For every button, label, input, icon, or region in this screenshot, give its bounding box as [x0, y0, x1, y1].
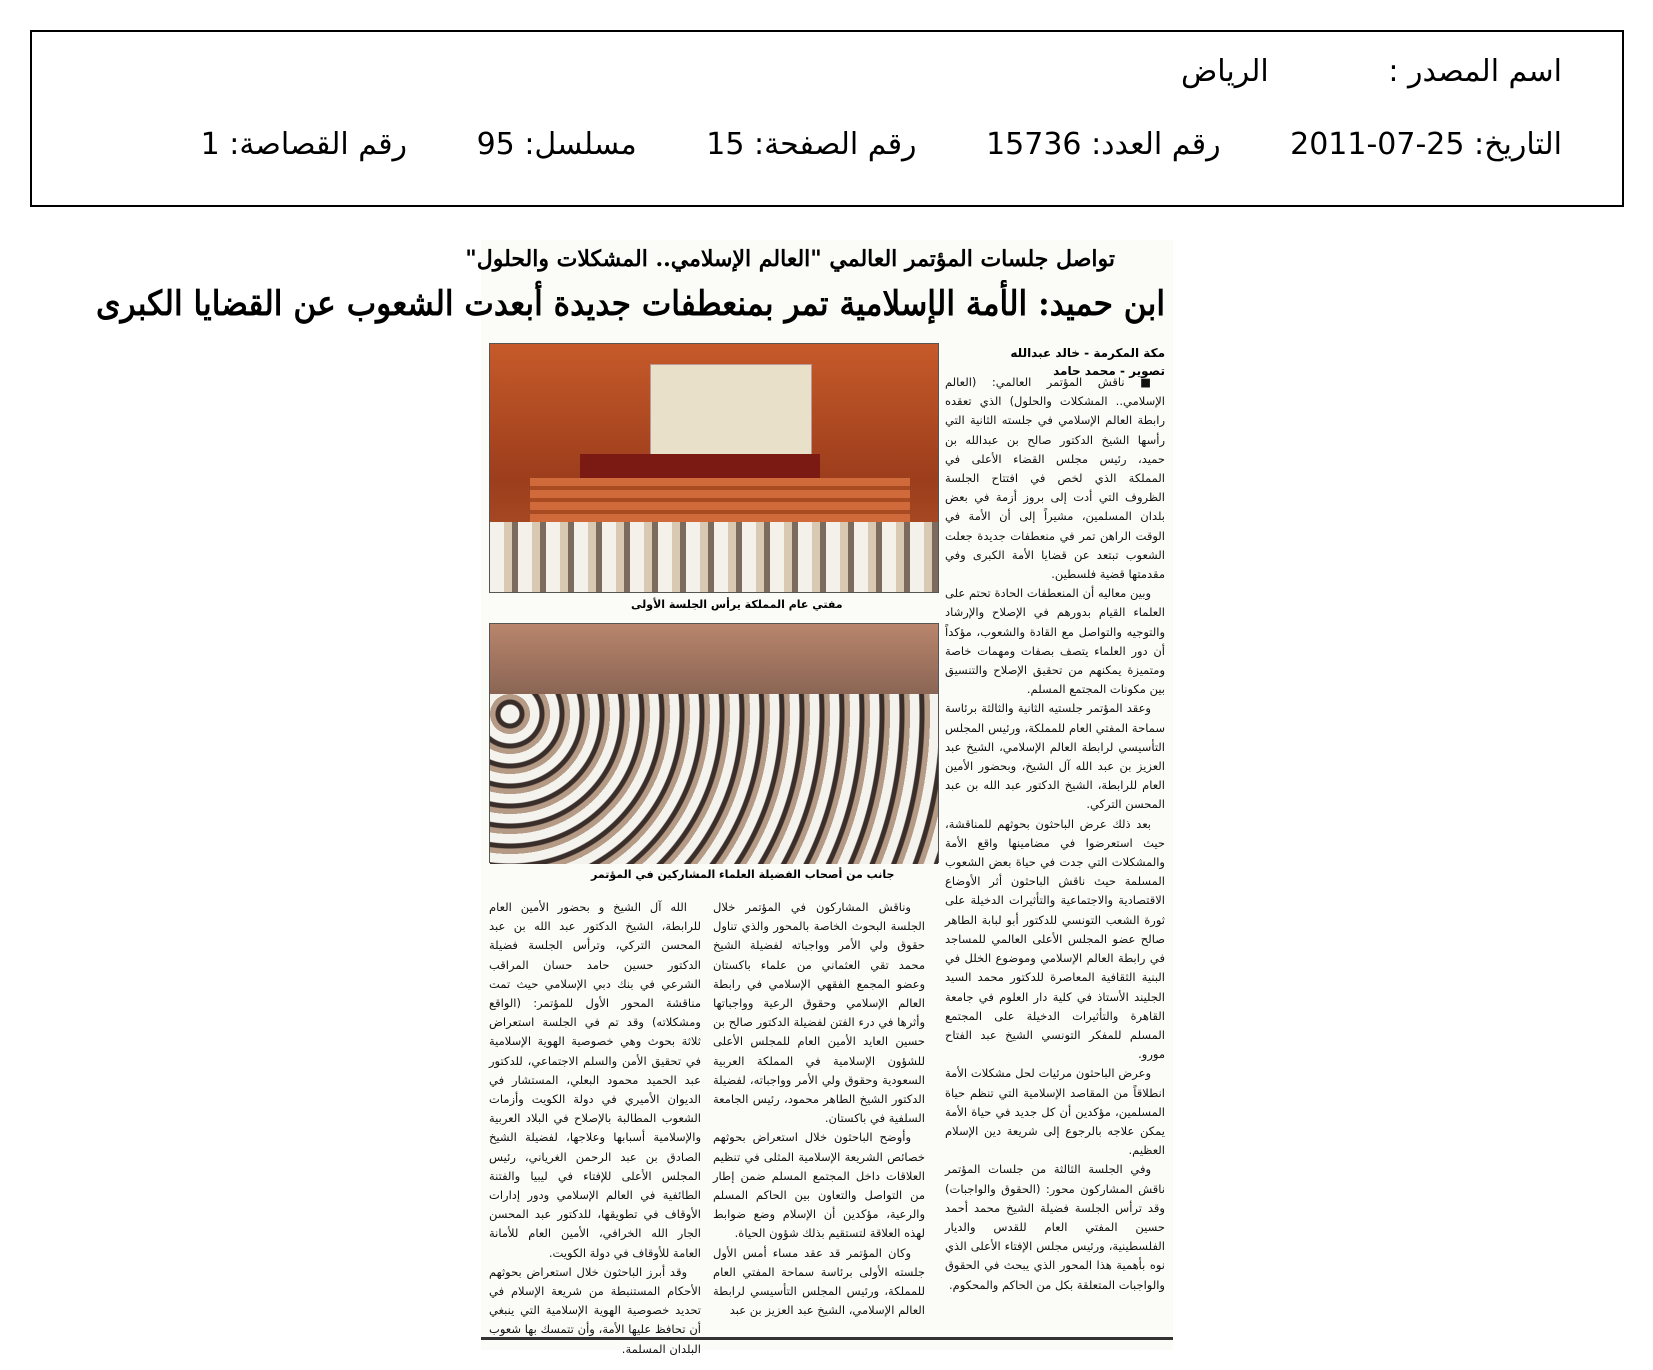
article-column-left	[489, 898, 701, 1356]
source-row	[1181, 54, 1562, 89]
conference-stage-photo	[489, 343, 939, 593]
date-label: التاريخ:	[1474, 127, 1562, 162]
scholars-audience-photo	[489, 623, 939, 863]
article-headline: ابن حميد: الأمة الإسلامية تمر بمنعطفات جديدة أبعدت الشعوب عن القضايا الكبرى	[95, 284, 1165, 324]
paragraph: وفي الجلسة الثالثة من جلسات المؤتمر ناقش المشاركون محور: (الحقوق والواجبات) وقد ترأس الجلسة فضيلة الشيخ محمد أحمد حسين المفتي العام للقدس والديار الفلسطينية، ورئيس مجلس الإفتاء الأعلى الذي نوه بأهمية هذا المحور الذي يبحث في الحقوق والواجبات المتعلقة بكل من الحاكم والمحكوم.	[945, 1162, 1165, 1292]
issue-label: رقم العدد:	[1091, 127, 1221, 162]
page-label: رقم الصفحة:	[753, 127, 917, 162]
paragraph: وكان المؤتمر قد عقد مساء أمس الأول جلسته الأولى برئاسة سماحة المفتي العام للمملكة، ورئيس المجلس التأسيسي لرابطة العالم الإسلامي، الشيخ عبد العزيز بن عبد	[713, 1245, 925, 1318]
stage-banner	[650, 364, 812, 456]
paragraph: ■ ناقش المؤتمر العالمي: (العالم الإسلامي.. المشكلات والحلول) الذي تعقده رابطة العالم الإسلامي في جلسته الثانية التي رأسها الشيخ الدكتور صالح بن عبدالله بن حميد، رئيس مجلس القضاء الأعلى في المملكة الذي لخص في افتتاح الجلسة الظروف التي أدت إلى بروز أزمة في بعض بلدان المسلمين، مشيراً إلى أن الأمة في الوقت الراهن تمر في منعطفات جديدة جعلت الشعوب تبتعد عن قضايا الأمة الكبرى وفي مقدمتها قضية فلسطين.	[945, 375, 1165, 582]
details-row	[201, 127, 1562, 162]
article-kicker: تواصل جلسات المؤتمر العالمي "العالم الإسلامي.. المشكلات والحلول"	[465, 246, 1115, 272]
photo1-caption: مفتي عام المملكة يرأس الجلسة الأولى	[631, 598, 843, 611]
clip-label: رقم القصاصة:	[229, 127, 408, 162]
article-column-middle	[713, 898, 925, 1338]
paragraph: وعرض الباحثون مرئيات لحل مشكلات الأمة انطلاقاً من المقاصد الإسلامية التي تنظم حياة المسلمين، مؤكدين أن كل جديد في حياة الأمة يمكن علاجه بالرجوع إلى شريعة دين الإسلام العظيم.	[945, 1066, 1165, 1158]
newspaper-clipping	[95, 240, 1173, 1356]
date-value: 2011-07-25	[1290, 127, 1465, 162]
audience	[490, 522, 938, 592]
page-value: 15	[706, 127, 745, 162]
photo2-caption: جانب من أصحاب الفضيلة العلماء المشاركين في المؤتمر	[591, 868, 895, 881]
source-value: الرياض	[1180, 54, 1269, 89]
paragraph: وأوضح الباحثون خلال استعراض بحوثهم خصائص الشريعة الإسلامية المثلى في تنظيم العلاقات داخل المجتمع المسلم ضمن إطار من التواصل والتعاون بين الحاكم المسلم والرعية، مؤكدين أن الإسلام وضع ضوابط لهذه العلاقة لتستقيم بذلك شؤون الحياة.	[713, 1130, 925, 1241]
paragraph: وعقد المؤتمر جلستيه الثانية والثالثة برئاسة سماحة المفتي العام للمملكة، ورئيس المجلس التأسيسي لرابطة العالم الإسلامي، الشيخ عبد العزيز بن عبد الله آل الشيخ، وبحضور الأمين العام للرابطة، الشيخ الدكتور عبد الله بن عبد المحسن التركي.	[945, 701, 1165, 812]
byline-photo: تصوير - محمد حامد	[1053, 364, 1165, 378]
paragraph: بعد ذلك عرض الباحثون بحوثهم للمناقشة، حيث استعرضوا في مضامينها واقع الأمة والمشكلات التي جدت في حياة بعض الشعوب المسلمة حيث ناقش الباحثون أثر الأوضاع الاقتصادية والاجتماعية والتأثيرات الدخيلة على ثورة الشعب التونسي للدكتور أبو لبابة الطاهر صالح عضو المجلس الأعلى العالمي للمساجد في رابطة العالم الإسلامي وموضوع الخلل في البنية الثقافية المعاصرة للدكتور محمد السيد الجليند الأستاذ في كلية دار العلوم في جامعة القاهرة والتأثيرات الدخيلة على المجتمع المسلم للمفكر التونسي الشيخ عبد الفتاح مورو.	[945, 816, 1165, 1062]
article-column-right	[945, 373, 1165, 1335]
bottom-rule	[481, 1337, 1173, 1340]
issue-value: 15736	[986, 127, 1082, 162]
clipping-metadata-box	[30, 30, 1624, 207]
paragraph: وناقش المشاركون في المؤتمر خلال الجلسة البحوث الخاصة بالمحور والذي تناول حقوق ولي الأمر وواجباته لفضيلة الشيخ محمد تقي العثماني من علماء باكستان وعضو المجمع الفقهي الإسلامي في رابطة العالم الإسلامي وحقوق الرعية وواجباتها وأثرها في درء الفتن لفضيلة الدكتور صالح بن حسين العايد الأمين العام للمجلس الأعلى للشؤون الإسلامية في المملكة العربية السعودية وحقوق ولي الأمر وواجباته، لفضيلة الدكتور الشيخ الطاهر محمود، رئيس الجامعة السلفية في باكستان.	[713, 900, 925, 1126]
paragraph: وبين معاليه أن المنعطفات الحادة تحتم على العلماء القيام بدورهم في الإصلاح والإرشاد والتوجيه والتواصل مع القادة والشعوب، مؤكداً أن دور العلماء يتصف بصفات ومهمات خاصة ومتميزة يمكنهم من تحقيق الإصلاح والتنسيق بين مكونات المجتمع المسلم.	[945, 586, 1165, 697]
paragraph: الله آل الشيخ و بحضور الأمين العام للرابطة، الشيخ الدكتور عبد الله بن عبد المحسن التركي، وترأس الجلسة فضيلة الدكتور حسين حامد حسان المراقب الشرعي في بنك دبي الإسلامي حيث تمت مناقشة المحور الأول للمؤتمر: (الواقع ومشكلاته) وقد تم في الجلسة استعراض ثلاثة بحوث وهي خصوصية الهوية الإسلامية في تحقيق الأمن والسلم الاجتماعي، للدكتور عبد الحميد محمود البعلي، المستشار في الديوان الأميري في دولة الكويت وأزمات الشعوب المطالبة بالإصلاح في البلاد العربية والإسلامية أسبابها وعلاجها، لفضيلة الشيخ الصادق بن عبد الرحمن الغرياني، رئيس المجلس الأعلى للإفتاء في ليبيا والفتنة الطائفية في العالم الإسلامي ودور إدارات الأوقاف في تطويقها، للدكتور عبد المحسن الجار الله الخرافي، الأمين العام للأمانة العامة للأوقاف في دولة الكويت.	[489, 900, 701, 1260]
serial-value: 95	[476, 127, 515, 162]
byline-place: مكة المكرمة - خالد عبدالله	[1010, 346, 1165, 360]
serial-label: مسلسل:	[524, 127, 637, 162]
stage-table	[580, 454, 820, 478]
paragraph: وقد أبرز الباحثون خلال استعراض بحوثهم الأحكام المستنبطة من شريعة الإسلام في تحديد خصوصية الهوية الإسلامية التي ينبغي أن تحافظ عليها الأمة، وأن تتمسك بها شعوب البلدان المسلمة.	[489, 1264, 701, 1356]
source-label: اسم المصدر :	[1388, 54, 1562, 89]
crowd	[490, 694, 938, 864]
clip-value: 1	[200, 127, 220, 162]
